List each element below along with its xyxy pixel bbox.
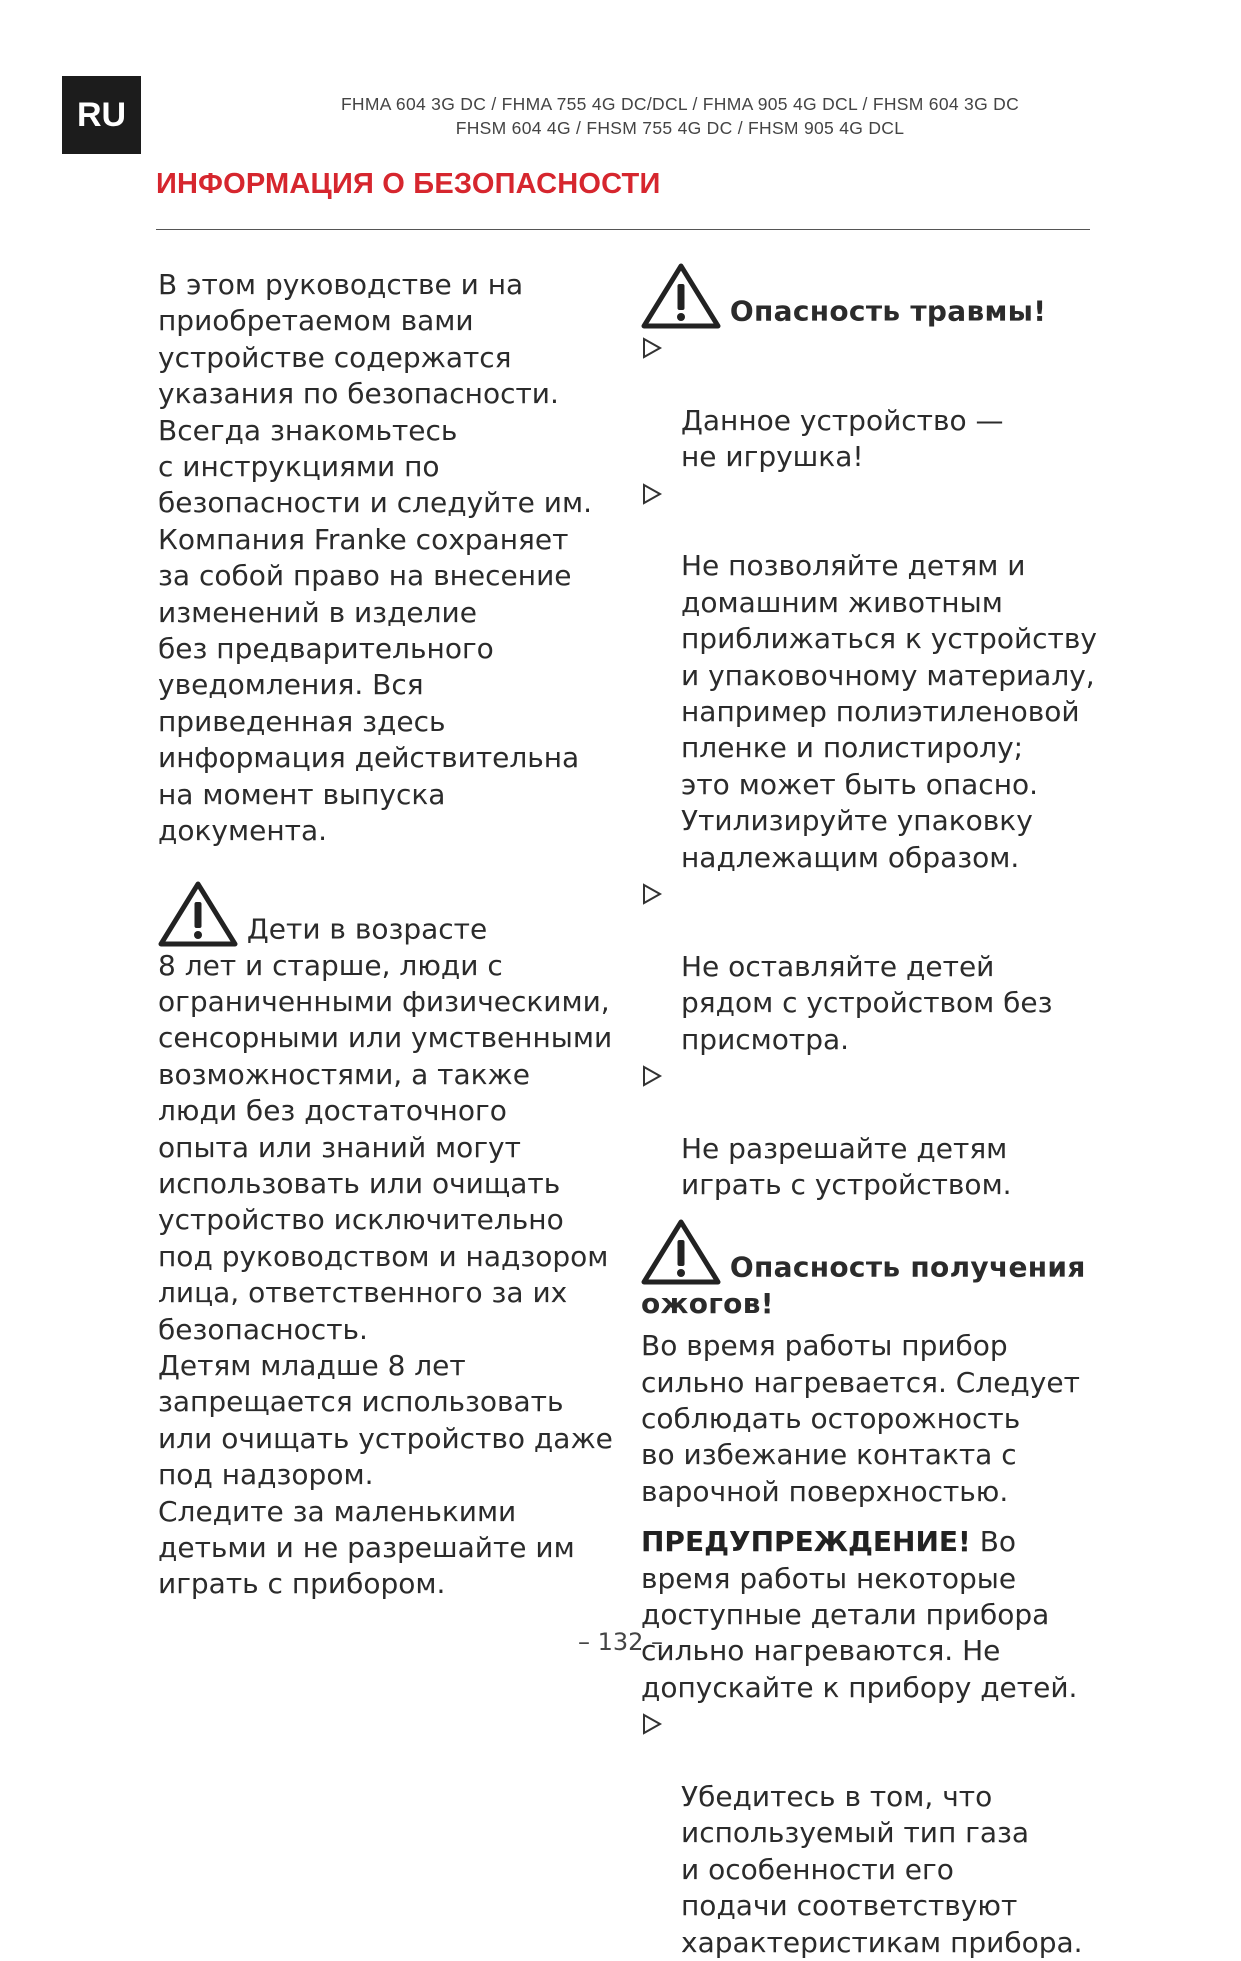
list-item (641, 876, 1101, 1058)
list-item (641, 330, 1101, 476)
bullet-arrow-icon (641, 1712, 663, 1736)
burn-heading-line-1: Опасность получения (729, 1250, 1086, 1284)
list-item (641, 1706, 1101, 1961)
list-item-text: Не позволяйте детям и домашним животным приближаться к устройству и упаковочному материалу, например полиэтиленовой пленке и полистиролу; это может быть опасно. Утилизируйте упаковку надлежащим образом. (681, 549, 1097, 874)
children-warning (158, 880, 628, 948)
list-item-text: Данное устройство — не игрушка! (681, 403, 1004, 474)
warning-text-rest: время работы некоторые доступные детали прибора сильно нагреваются. Не допускайте к прибору детей. (641, 1561, 1078, 1704)
section-title: ИНФОРМАЦИЯ О БЕЗОПАСНОСТИ (156, 168, 661, 200)
right-column (641, 262, 1101, 1961)
warning-triangle-icon (641, 1218, 721, 1286)
warning-triangle-icon (641, 262, 721, 330)
list-item-text: Не оставляйте детей рядом с устройством без присмотра. (681, 949, 1053, 1056)
model-list (150, 92, 1210, 140)
gas-list (641, 1706, 1101, 1961)
children-warning-first-line: Дети в возрасте (246, 912, 488, 946)
left-column (158, 267, 628, 1603)
intro-paragraph: В этом руководстве и на приобретаемом вами устройстве содержатся указания по безопасности. Всегда знакомьтесь с инструкциями по безопасности и следуйте им. Компания Franke сохраняет за собой право на внесение изменений в изделие без предварительного уведомления. Вся приведенная здесь информация действительна на момент выпуска документа. (158, 268, 593, 848)
warning-triangle-icon (158, 880, 238, 948)
children-warning-text: 8 лет и старше, люди с ограниченными физическими, сенсорными или умственными возможностями, а также люди без достаточного опыта или знаний могут использовать или очищать устройство исключительно под руководством и надзором лица, ответственного за их безопасность. Детям младше 8 лет запрещается использовать или очищать устройство даже под надзором. Следите за маленькими детьми и не разрешайте им играть с прибором. (158, 948, 613, 1601)
page-number: – 132 – (577, 1628, 664, 1656)
injury-list (641, 330, 1101, 1204)
models-line-1: FHMA 604 3G DC / FHMA 755 4G DC/DCL / FHMA 905 4G DCL / FHSM 604 3G DC (340, 94, 1020, 114)
bullet-arrow-icon (641, 482, 663, 506)
language-badge: RU (62, 76, 141, 154)
burn-text: Во время работы прибор сильно нагревается. Следует соблюдать осторожность во избежание контакта с варочной поверхностью. (641, 1329, 1080, 1508)
list-item-text: Не разрешайте детям играть с устройством. (681, 1131, 1012, 1202)
bullet-arrow-icon (641, 336, 663, 360)
list-item (641, 1058, 1101, 1204)
bullet-arrow-icon (641, 1064, 663, 1088)
warning-text-first: Во (970, 1525, 1017, 1559)
list-item-text: Убедитесь в том, что используемый тип газа и особенности его подачи соответствуют характеристикам прибора. (681, 1780, 1083, 1959)
bullet-arrow-icon (641, 882, 663, 906)
list-item (641, 476, 1101, 876)
models-line-2: FHSM 604 4G / FHSM 755 4G DC / FHSM 905 4G DCL (455, 118, 905, 138)
injury-heading (641, 262, 1101, 330)
warning-paragraph (641, 1524, 1101, 1706)
burn-heading (641, 1218, 1101, 1286)
title-divider (156, 229, 1090, 230)
warning-label: ПРЕДУПРЕЖДЕНИЕ! (641, 1525, 971, 1559)
burn-heading-line-2: ожогов! (641, 1286, 774, 1320)
injury-heading-text: Опасность травмы! (729, 294, 1047, 328)
